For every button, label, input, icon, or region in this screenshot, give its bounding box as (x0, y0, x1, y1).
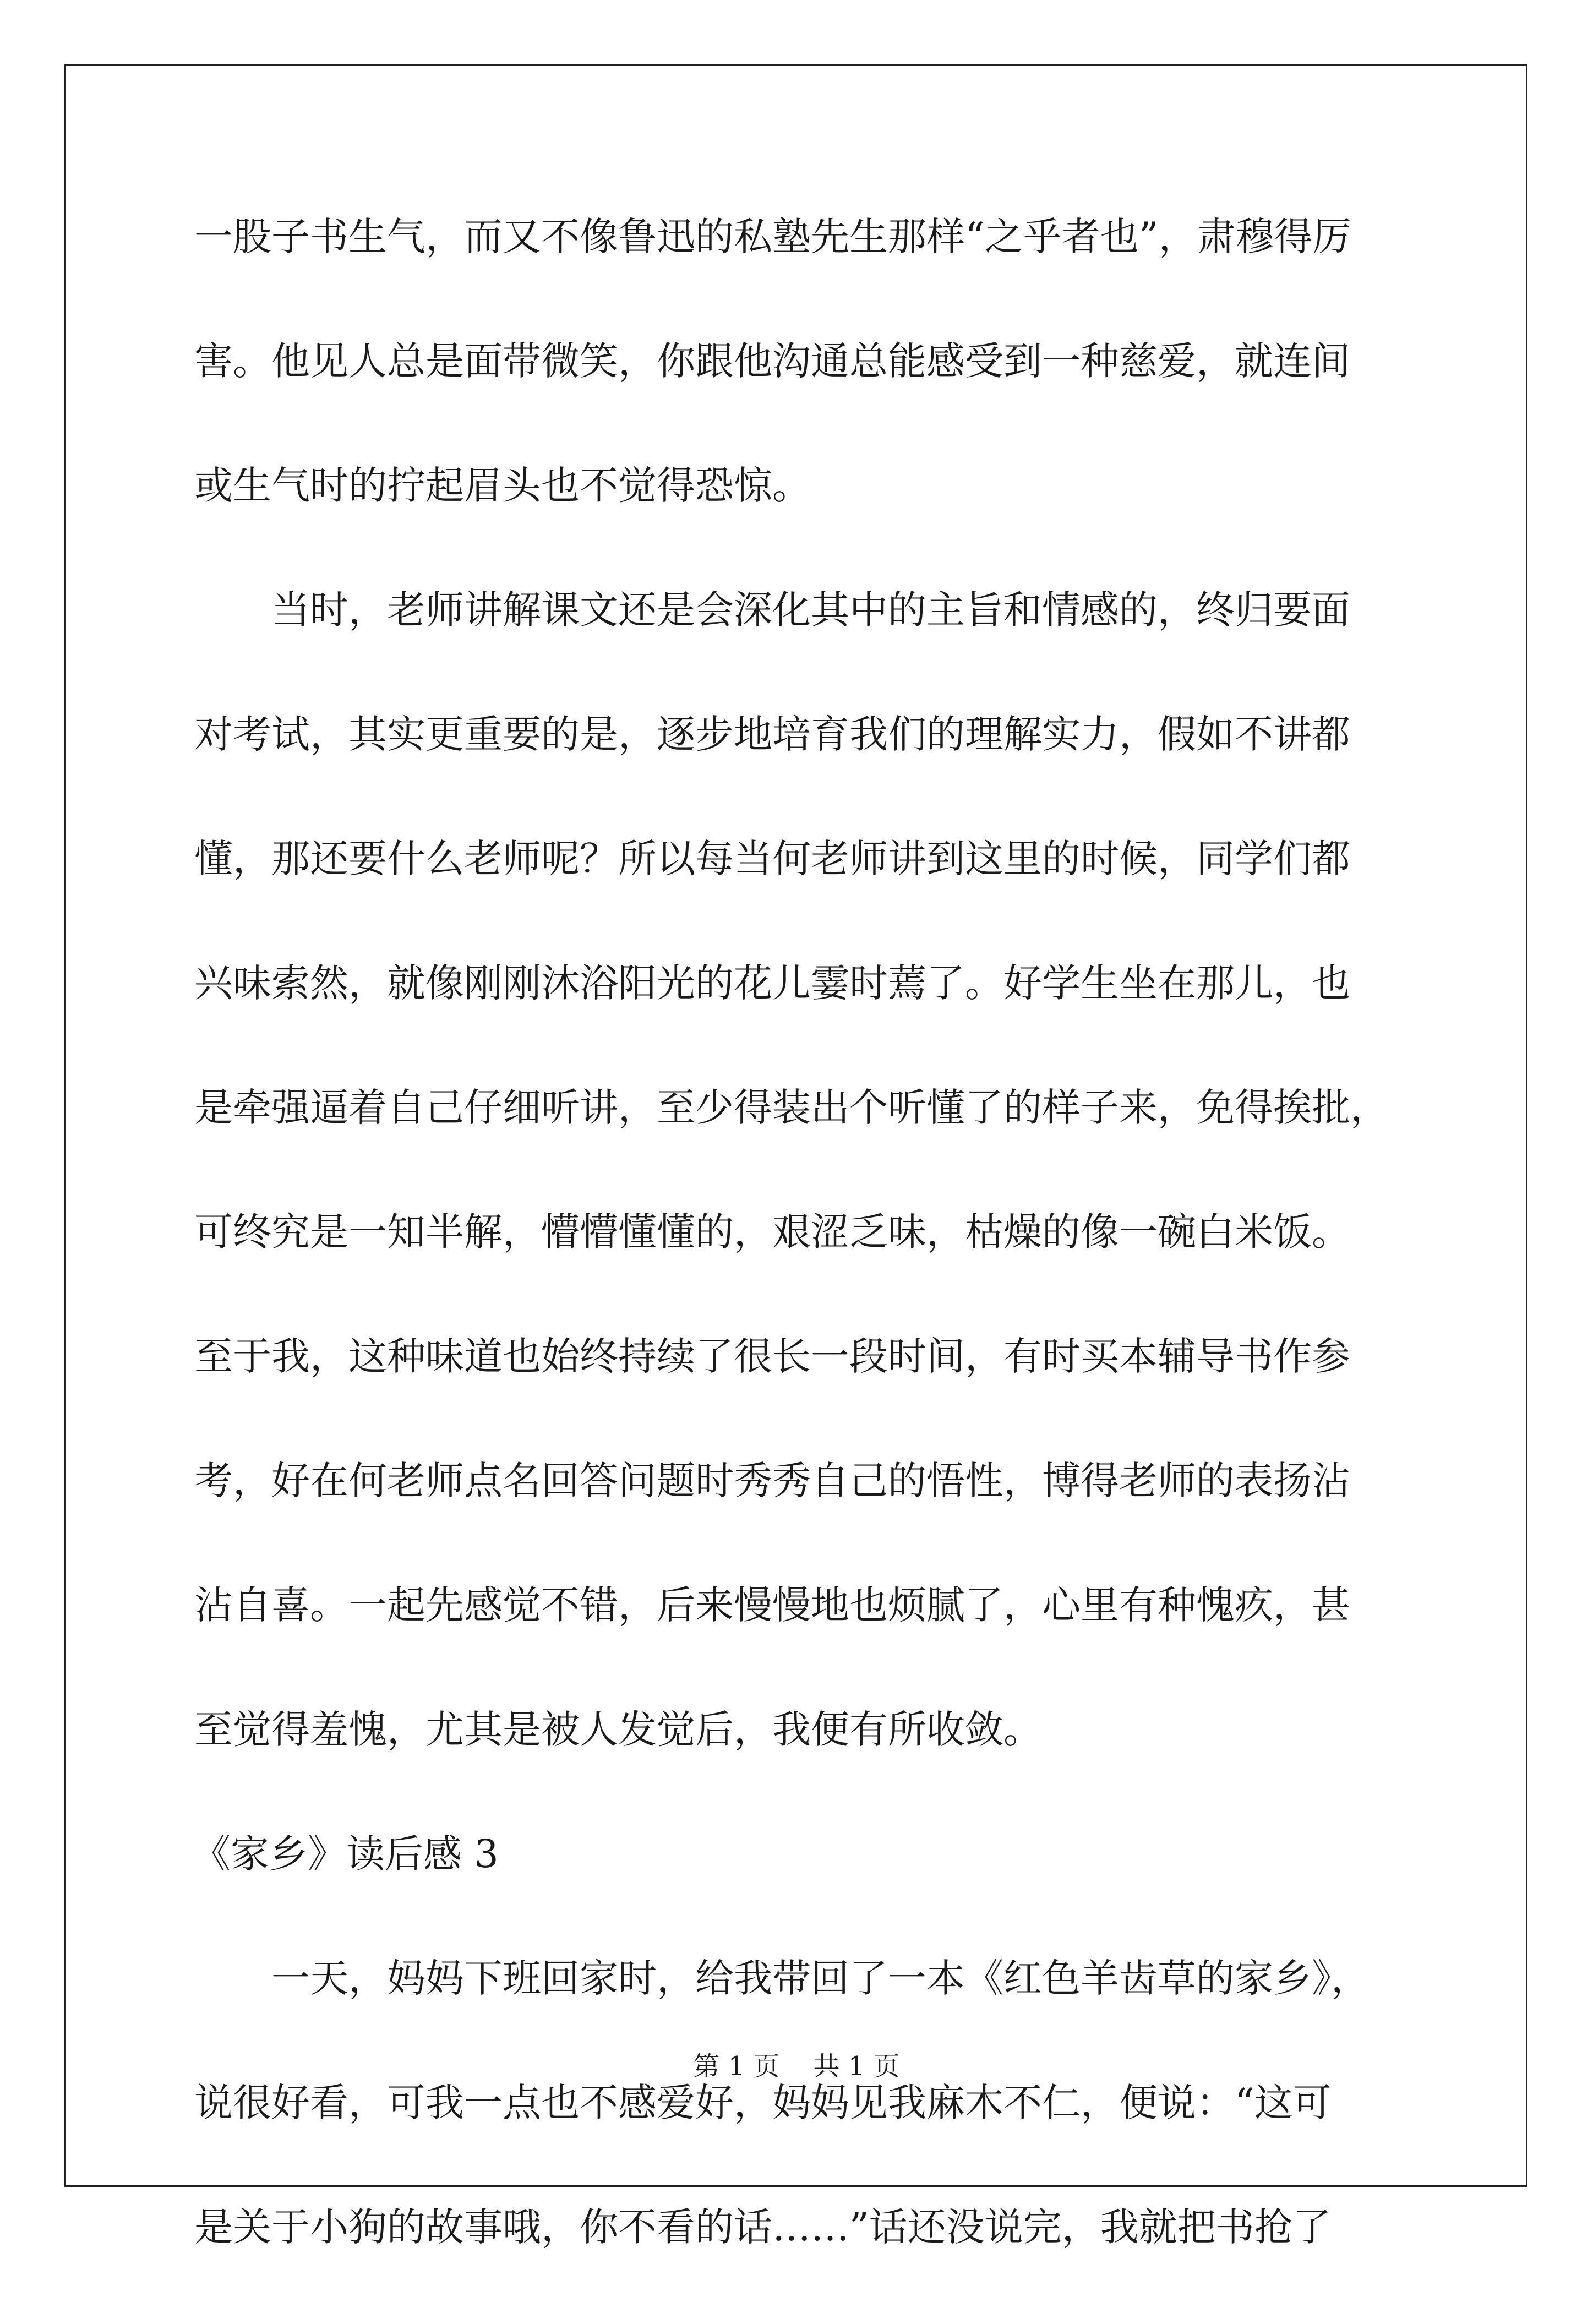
text-line-1: 一股子书生气，而又不像鲁迅的私塾先生那样“之乎者也”，肃穆得厉 (194, 214, 1351, 259)
page-number-footer: 第 1 页 共 1 页 (693, 2051, 900, 2082)
text-line-11: 考，好在何老师点名回答问题时秀秀自己的悟性，博得老师的表扬沾 (194, 1458, 1350, 1503)
text-line-3: 或生气时的拧起眉头也不觉得恐惊。 (194, 463, 811, 508)
text-line-10: 至于我，这种味道也始终持续了很长一段时间，有时买本辅导书作参 (194, 1334, 1350, 1379)
document-body (194, 209, 1427, 2324)
text-line-6: 懂，那还要什么老师呢？所以每当何老师讲到这里的时候，同学们都 (194, 836, 1350, 881)
text-line-16: 说很好看，可我一点也不感爱好，妈妈见我麻木不仁，便说：“这可 (194, 2080, 1332, 2125)
text-line-13: 至觉得羞愧，尤其是被人发觉后，我便有所收敛。 (194, 1707, 1042, 1752)
text-line-15: 一天，妈妈下班回家时，给我带回了一本《红色羊齿草的家乡》， (271, 1956, 1370, 2001)
section-heading: 《家乡》读后感 3 (192, 1831, 499, 1876)
text-line-5: 对考试，其实更重要的是，逐步地培育我们的理解实力，假如不讲都 (194, 712, 1350, 757)
text-line-2: 害。他见人总是面带微笑，你跟他沟通总能感受到一种慈爱，就连间 (194, 339, 1350, 384)
text-line-9: 可终究是一知半解，懵懵懂懂的，艰涩乏味，枯燥的像一碗白米饭。 (194, 1209, 1350, 1254)
text-line-17: 是关于小狗的故事哦，你不看的话……”话还没说完，我就把书抢了 (194, 2205, 1332, 2250)
text-line-7: 兴味索然，就像刚刚沐浴阳光的花儿霎时蔫了。好学生坐在那儿，也 (194, 961, 1350, 1006)
text-line-8: 是牵强逼着自己仔细听讲，至少得装出个听懂了的样子来，免得挨批， (194, 1085, 1389, 1130)
text-line-12: 沾自喜。一起先感觉不错，后来慢慢地也烦腻了，心里有种愧疚，甚 (194, 1583, 1350, 1628)
text-line-4: 当时，老师讲解课文还是会深化其中的主旨和情感的，终归要面 (271, 587, 1350, 632)
